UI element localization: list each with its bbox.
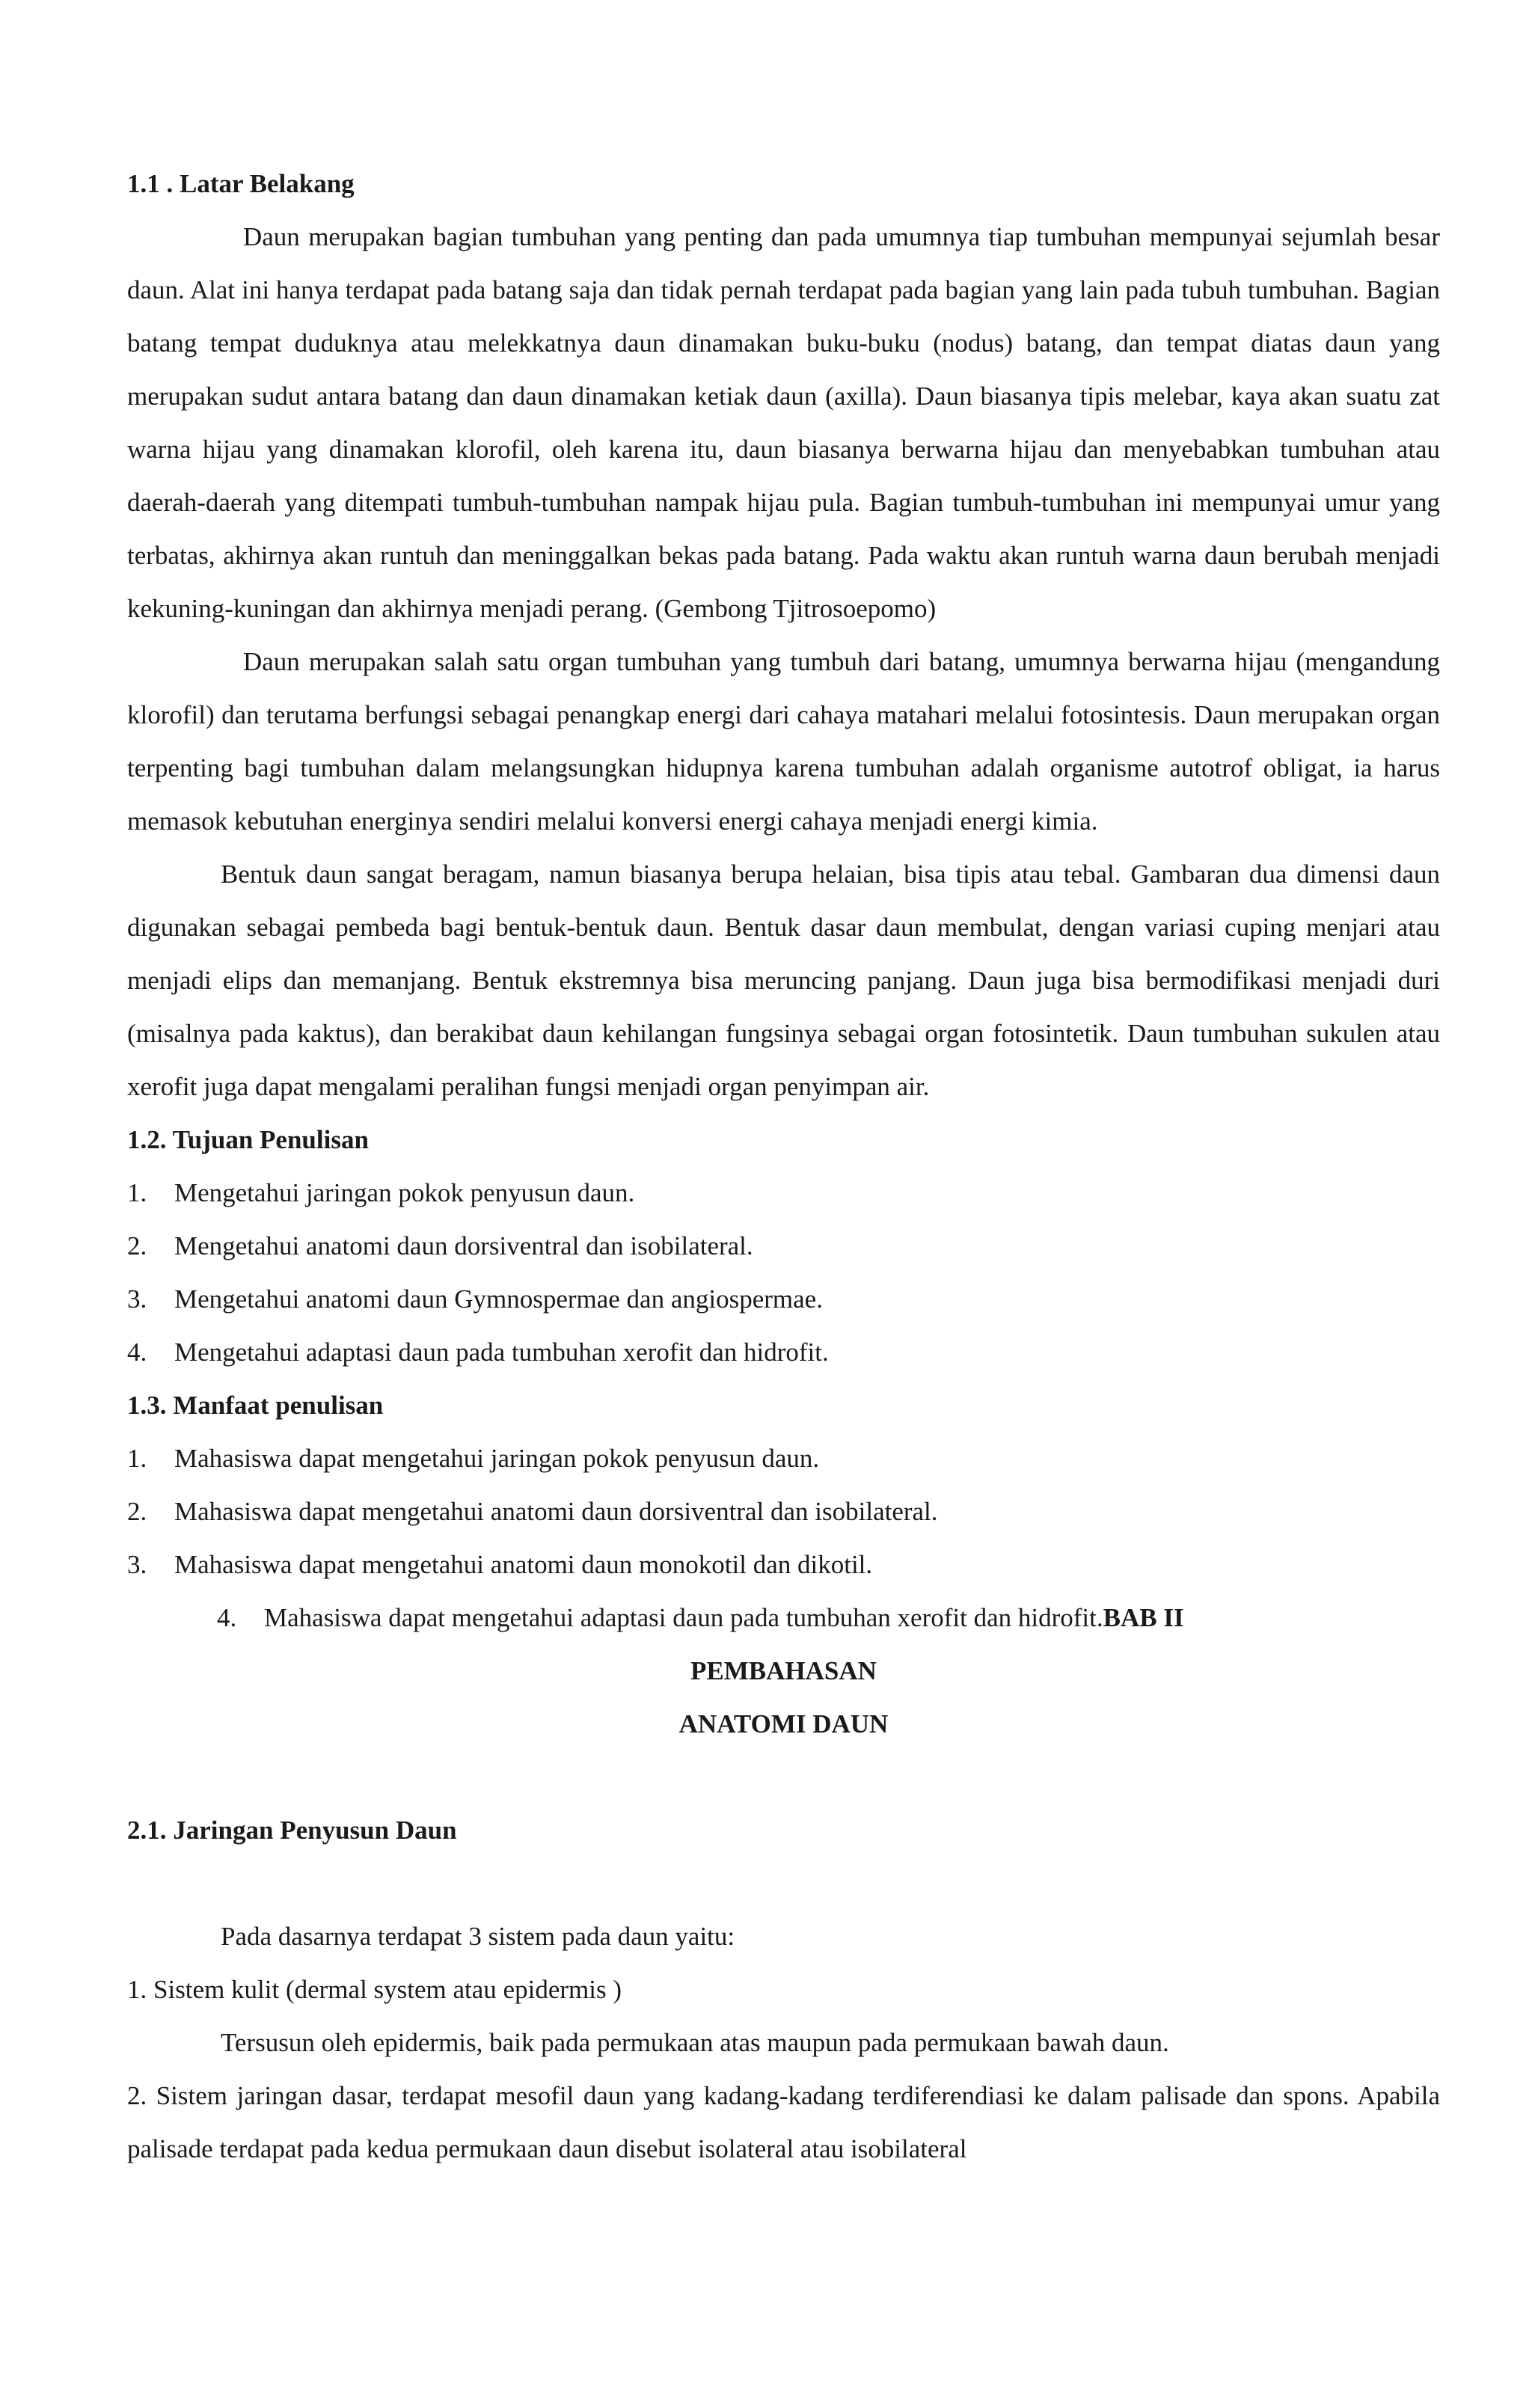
paragraph: Tersusun oleh epidermis, baik pada permukaan atas maupun pada permukaan bawah daun. [221,2028,1169,2057]
paragraph: Daun merupakan salah satu organ tumbuhan yang tumbuh dari batang, umumnya berwarna hijau (mengandung klorofil) dan terutama berfungsi sebagai penangkap energi dari cahaya matahari melalui fotosintesis. Daun merupakan organ terpenting bagi tumbuhan dalam melangsungkan hidupnya karena tumbuhan adalah organisme autotrof obligat, ia harus memasok kebutuhan energinya sendiri melalui konversi energi cahaya menjadi energi kimia. [127,647,1440,836]
list-text-body: Mahasiswa dapat mengetahui adaptasi daun pada tumbuhan xerofit dan hidrofit. [264,1603,1103,1632]
document-page [127,157,1440,2175]
list-text [264,1591,1184,1644]
list-text: Mengetahui adaptasi daun pada tumbuhan xerofit dan hidrofit. [174,1338,829,1367]
section-heading-latar-belakang: 1.1 . Latar Belakang [127,169,355,198]
paragraph: 2. Sistem jaringan dasar, terdapat mesofil daun yang kadang-kadang terdiferendiasi ke dalam palisade dan spons. Apabila palisade terdapat pada kedua permukaan daun disebut isolateral atau isobilateral [127,2081,1440,2163]
list-number: 1. [127,1444,147,1473]
list-text: Mengetahui anatomi daun Gymnospermae dan angiospermae. [174,1284,823,1314]
chapter-label: BAB II [1103,1603,1184,1632]
paragraph: Bentuk daun sangat beragam, namun biasanya berupa helaian, bisa tipis atau tebal. Gambaran dua dimensi daun digunakan sebagai pembeda bagi bentuk-bentuk daun. Bentuk dasar daun membulat, dengan variasi cuping menjari atau menjadi elips dan memanjang. Bentuk ekstremnya bisa meruncing panjang. Daun juga bisa bermodifikasi menjadi duri (misalnya pada kaktus), dan berakibat daun kehilangan fungsinya sebagai organ fotosintetik. Daun tumbuhan sukulen atau xerofit juga dapat mengalami peralihan fungsi menjadi organ penyimpan air. [127,860,1440,1101]
list-number: 3. [127,1284,147,1314]
list-number: 4. [217,1603,237,1632]
list-number: 2. [127,1231,147,1260]
paragraph: Pada dasarnya terdapat 3 sistem pada daun yaitu: [221,1922,735,1951]
paragraph: Daun merupakan bagian tumbuhan yang penting dan pada umumnya tiap tumbuhan mempunyai sejumlah besar daun. Alat ini hanya terdapat pada batang saja dan tidak pernah terdapat pada bagian yang lain pada tubuh tumbuhan. Bagian batang tempat duduknya atau melekkatnya daun dinamakan buku-buku (nodus) batang, dan tempat diatas daun yang merupakan sudut antara batang dan daun dinamakan ketiak daun (axilla). Daun biasanya tipis melebar, kaya akan suatu zat warna hijau yang dinamakan klorofil, oleh karena itu, daun biasanya berwarna hijau dan menyebabkan tumbuhan atau daerah-daerah yang ditempati tumbuh-tumbuhan nampak hijau pula. Bagian tumbuh-tumbuhan ini mempunyai umur yang terbatas, akhirnya akan runtuh dan meninggalkan bekas pada batang. Pada waktu akan runtuh warna daun berubah menjadi kekuning-kuningan dan akhirnya menjadi perang. (Gembong Tjitrosoepomo) [127,222,1440,623]
list-number: 2. [127,1497,147,1526]
section-heading-jaringan-penyusun: 2.1. Jaringan Penyusun Daun [127,1816,457,1845]
section-heading-manfaat-penulisan: 1.3. Manfaat penulisan [127,1391,384,1420]
list-number: 1. [127,1178,147,1207]
list-item [127,1538,1440,1591]
section-heading-tujuan-penulisan: 1.2. Tujuan Penulisan [127,1125,369,1154]
list-text: Mengetahui jaringan pokok penyusun daun. [174,1178,635,1207]
list-item [127,1272,1440,1326]
list-item [127,1432,1440,1485]
list-item: 1. Sistem kulit (dermal system atau epidermis ) [127,1975,622,2004]
chapter-subtitle: ANATOMI DAUN [678,1709,889,1738]
list-item [127,1485,1440,1538]
list-text: Mahasiswa dapat mengetahui anatomi daun monokotil dan dikotil. [174,1550,873,1579]
list-item [127,1219,1440,1272]
spacer [127,1750,1440,1804]
list-item [127,1591,1440,1644]
list-number: 3. [127,1550,147,1579]
list-text: Mahasiswa dapat mengetahui anatomi daun dorsiventral dan isobilateral. [174,1497,938,1526]
list-item [127,1166,1440,1219]
list-item [127,1326,1440,1379]
list-text: Mahasiswa dapat mengetahui jaringan pokok penyusun daun. [174,1444,820,1473]
chapter-title: PEMBAHASAN [690,1656,877,1685]
spacer [127,1857,1440,1910]
list-number: 4. [127,1338,147,1367]
list-text: Mengetahui anatomi daun dorsiventral dan isobilateral. [174,1231,753,1260]
